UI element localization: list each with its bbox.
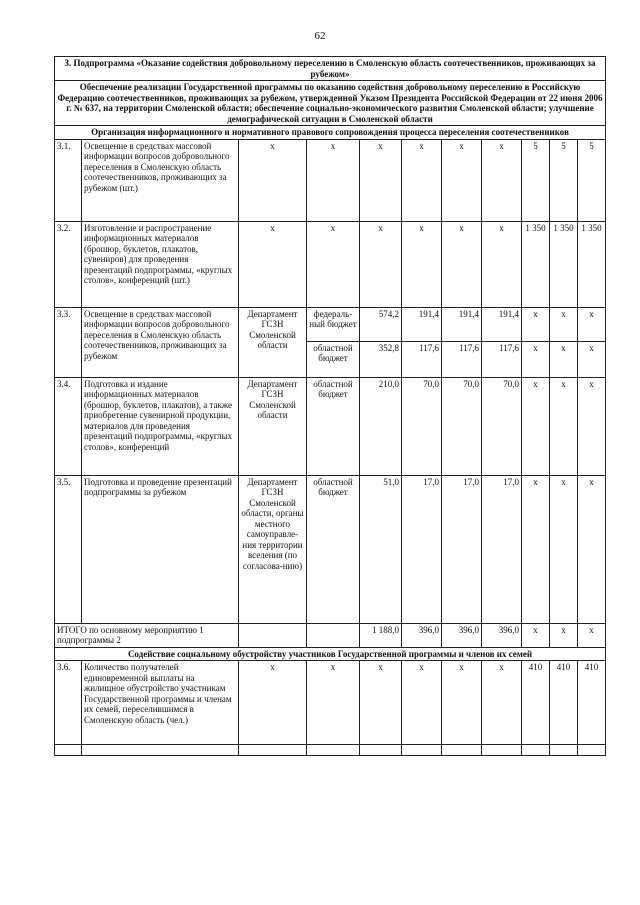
row-indicator1: х: [522, 623, 550, 647]
total-executor: [239, 623, 307, 647]
row-name: Подготовка и проведение презентаций подпрограммы за рубежом: [82, 475, 239, 623]
row-year1: х: [402, 139, 442, 221]
total-row: [55, 623, 606, 647]
row-indicator2: х: [550, 341, 578, 377]
row-year1: 17,0: [402, 475, 442, 623]
row-indicator1: х: [522, 475, 550, 623]
row-number: 3.5.: [55, 475, 82, 623]
row-executor: Департамент ГСЗН Смоленской области: [239, 307, 307, 377]
row-total: х: [360, 661, 402, 745]
row-number: 3.4.: [55, 377, 82, 475]
row-name: Освещение в средствах массовой информации вопросов добровольного переселения в Смоленскую область соотечественников, проживающих за рубежом: [82, 307, 239, 377]
row-indicator2: х: [550, 623, 578, 647]
row-indicator2: х: [550, 377, 578, 475]
row-year1: 191,4: [402, 307, 442, 341]
table-row: [55, 475, 606, 623]
row-name: Подготовка и издание информационных материалов (брошюр, буклетов, плакатов), а также приобретение сувенирной продукции, материалов для проведения презентаций подпрограммы, «круглых столов», конференций: [82, 377, 239, 475]
row-total: 574,2: [360, 307, 402, 341]
row-year3: 191,4: [482, 307, 522, 341]
row-indicator3: 5: [578, 139, 606, 221]
row-total: 210,0: [360, 377, 402, 475]
row-year1: х: [402, 661, 442, 745]
row-year3: 117,6: [482, 341, 522, 377]
row-number: 3.3.: [55, 307, 82, 377]
row-indicator1: 1 350: [522, 221, 550, 307]
row-total: 352,8: [360, 341, 402, 377]
row-indicator2: 410: [550, 661, 578, 745]
row-indicator2: 1 350: [550, 221, 578, 307]
row-indicator1: х: [522, 377, 550, 475]
row-indicator1: х: [522, 307, 550, 341]
row-executor: Департамент ГСЗН Смоленской области, органы местного самоуправле-ния территории вселения (по согласова-нию): [239, 475, 307, 623]
section-title-row: [55, 57, 606, 81]
row-executor: х: [239, 661, 307, 745]
table-row: [55, 221, 606, 307]
row-source: х: [307, 139, 360, 221]
row-indicator1: 5: [522, 139, 550, 221]
row-executor: х: [239, 139, 307, 221]
row-name: Количество получателей единовременной выплаты на жилищное обустройство участникам Государственной программы и членам их семей, переселившимся в Смоленскую область (чел.): [82, 661, 239, 745]
row-name: Освещение в средствах массовой информации вопросов добровольного переселения в Смоленскую область соотечественников, проживающих за рубежом (шт.): [82, 139, 239, 221]
row-indicator3: х: [578, 475, 606, 623]
group-title: Содействие социальному обустройству участников Государственной программы и членов их семей: [55, 647, 606, 661]
row-total: 51,0: [360, 475, 402, 623]
goal-text: Обеспечение реализации Государственной программы по оказанию содействия добровольному переселению в Российскую Федерацию соотечественников, проживающих за рубежом, утвержденной Указом Президента Российской Федерации от 22 июня 2006 г. № 637, на территории Смоленской области; обеспечение социально-экономического развития Смоленской области; улучшение демографической ситуации в Смоленской области: [55, 81, 606, 126]
row-total: 1 188,0: [360, 623, 402, 647]
row-indicator2: х: [550, 475, 578, 623]
row-year3: 17,0: [482, 475, 522, 623]
page-number: 62: [314, 30, 326, 42]
row-indicator3: х: [578, 341, 606, 377]
row-year2: 17,0: [442, 475, 482, 623]
table-row: [55, 377, 606, 475]
row-indicator3: 410: [578, 661, 606, 745]
row-year1: 396,0: [402, 623, 442, 647]
row-source: федераль-ный бюджет: [307, 307, 360, 341]
table-row: [55, 745, 606, 756]
row-year1: 70,0: [402, 377, 442, 475]
row-year2: х: [442, 139, 482, 221]
row-year2: 191,4: [442, 307, 482, 341]
program-table: [54, 56, 606, 756]
row-year1: х: [402, 221, 442, 307]
total-label: ИТОГО по основному мероприятию 1 подпрограммы 2: [55, 623, 239, 647]
table-row: [55, 307, 606, 341]
row-total: х: [360, 139, 402, 221]
row-name: Изготовление и распространение информационных материалов (брошюр, буклетов, плакатов, сувениров) для проведения презентаций подпрограммы, «круглых столов», конференций (шт.): [82, 221, 239, 307]
group-title-row: [55, 647, 606, 661]
row-year2: 396,0: [442, 623, 482, 647]
group-title: Организация информационного и нормативного правового сопровождения процесса переселения соотечественников: [55, 126, 606, 140]
row-indicator2: х: [550, 307, 578, 341]
row-year3: 70,0: [482, 377, 522, 475]
row-source: х: [307, 661, 360, 745]
row-year3: 396,0: [482, 623, 522, 647]
row-indicator3: х: [578, 623, 606, 647]
row-total: х: [360, 221, 402, 307]
row-number: 3.1.: [55, 139, 82, 221]
table-row: [55, 661, 606, 745]
total-source: [307, 623, 360, 647]
row-indicator3: 1 350: [578, 221, 606, 307]
row-year1: 117,6: [402, 341, 442, 377]
row-source: областной бюджет: [307, 377, 360, 475]
row-year3: х: [482, 661, 522, 745]
row-indicator3: х: [578, 377, 606, 475]
section-title: 3. Подпрограмма «Оказание содействия добровольному переселению в Смоленскую область соотечественников, проживающих за рубежом»: [55, 57, 606, 81]
row-indicator1: х: [522, 341, 550, 377]
row-number: 3.2.: [55, 221, 82, 307]
row-year3: х: [482, 221, 522, 307]
group-title-row: [55, 126, 606, 140]
row-year3: х: [482, 139, 522, 221]
row-executor: х: [239, 221, 307, 307]
row-year2: х: [442, 661, 482, 745]
row-year2: 70,0: [442, 377, 482, 475]
row-indicator2: 5: [550, 139, 578, 221]
row-indicator1: 410: [522, 661, 550, 745]
row-source: областной бюджет: [307, 475, 360, 623]
row-indicator3: х: [578, 307, 606, 341]
table-row: [55, 139, 606, 221]
row-source: областной бюджет: [307, 341, 360, 377]
row-number: 3.6.: [55, 661, 82, 745]
row-year2: х: [442, 221, 482, 307]
row-year2: 117,6: [442, 341, 482, 377]
row-executor: Департамент ГСЗН Смоленской области: [239, 377, 307, 475]
row-source: х: [307, 221, 360, 307]
goal-row: [55, 81, 606, 126]
